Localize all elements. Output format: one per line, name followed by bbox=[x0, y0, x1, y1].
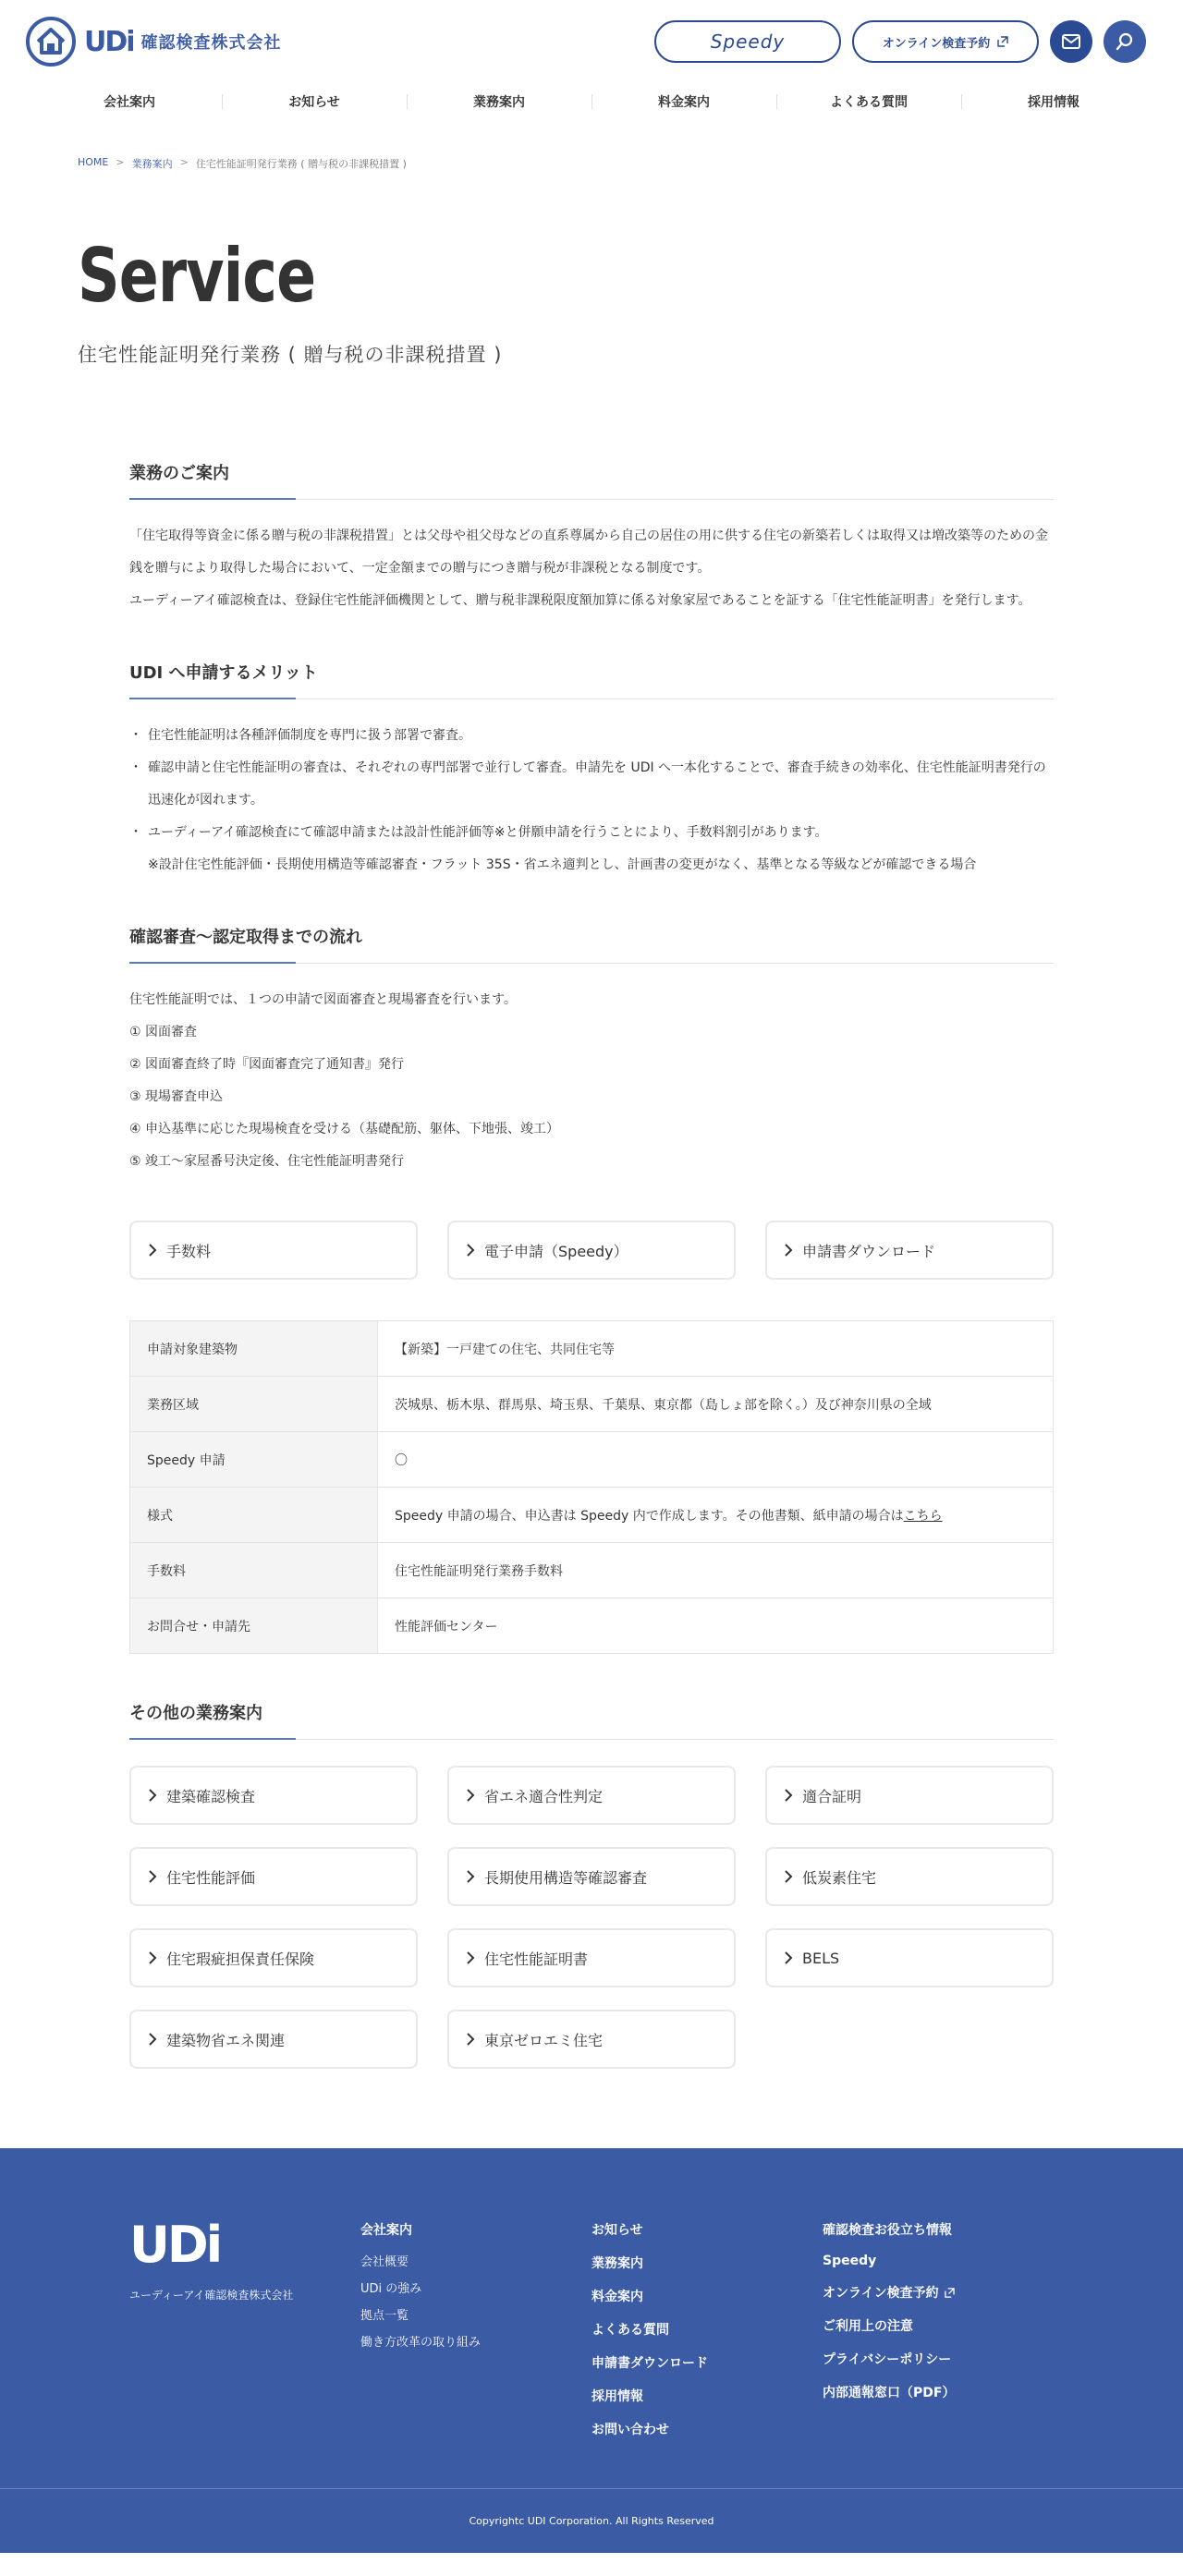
service-link-button[interactable] bbox=[765, 1847, 1054, 1906]
online-reservation-label: オンライン検査予約 bbox=[882, 36, 991, 51]
site-footer bbox=[0, 2148, 1183, 2553]
speedy-link-button[interactable] bbox=[447, 1221, 736, 1280]
link-label: 申請書ダウンロード bbox=[802, 1242, 936, 1260]
site-logo[interactable] bbox=[25, 16, 282, 67]
link-label: 省エネ適合性判定 bbox=[484, 1787, 604, 1805]
footer-link[interactable]: 申請書ダウンロード bbox=[592, 2356, 708, 2371]
chevron-right-icon bbox=[148, 1870, 157, 1883]
footer-link[interactable]: プライバシーポリシー bbox=[823, 2352, 952, 2367]
footer-logo[interactable]: UDi bbox=[129, 2216, 221, 2274]
table-header-cell: 業務区域 bbox=[130, 1377, 378, 1432]
other-services-grid bbox=[129, 1766, 1054, 2069]
footer-link[interactable]: 業務案内 bbox=[592, 2256, 643, 2271]
section-title: 業務のご案内 bbox=[129, 460, 1054, 500]
breadcrumb-current: 住宅性能証明発行業務 ( 贈与税の非課税措置 ) bbox=[195, 158, 407, 170]
footer-link-label: オンライン検査予約 bbox=[823, 2286, 939, 2301]
service-link-button[interactable] bbox=[129, 1847, 418, 1906]
breadcrumb bbox=[78, 156, 1183, 171]
list-item: ・ 確認申請と住宅性能証明の審査は、それぞれの専門部署で並行して審査。申請先を UDI へ一本化することで、審査手続きの効率化、住宅性能証明書発行の迅速化が図れます。 bbox=[129, 752, 1054, 817]
table-cell bbox=[378, 1488, 1054, 1543]
table-row bbox=[130, 1321, 1054, 1377]
info-table bbox=[129, 1320, 1054, 1654]
link-label: 手数料 bbox=[166, 1242, 212, 1260]
list-item: ・ ユーディーアイ確認検査にて確認申請または設計性能評価等※と併願申請を行うことにより、手数料割引があります。 bbox=[129, 817, 1054, 849]
footer-link[interactable]: 会社概要 bbox=[360, 2255, 409, 2269]
gnav-company[interactable]: 会社案内 bbox=[104, 95, 155, 110]
section-merits bbox=[129, 660, 1054, 881]
section-title: その他の業務案内 bbox=[129, 1700, 1054, 1740]
service-link-button[interactable] bbox=[129, 1766, 418, 1825]
footer-link[interactable]: 採用情報 bbox=[592, 2389, 643, 2404]
link-label: 住宅瑕疵担保責任保険 bbox=[166, 1950, 315, 1968]
service-link-button[interactable] bbox=[765, 1766, 1054, 1825]
table-row bbox=[130, 1488, 1054, 1543]
section-other-services bbox=[129, 1700, 1054, 2069]
chevron-right-icon bbox=[148, 1244, 157, 1257]
chevron-right-icon bbox=[466, 2033, 475, 2046]
footer-col-company bbox=[360, 2220, 592, 2488]
page-hero bbox=[78, 233, 1183, 368]
chevron-right-icon bbox=[466, 1870, 475, 1883]
link-label: BELS bbox=[802, 1949, 840, 1967]
table-header-cell: 手数料 bbox=[130, 1543, 378, 1598]
footer-col-main bbox=[592, 2220, 823, 2488]
chevron-right-icon bbox=[466, 1951, 475, 1964]
company-name: 確認検査株式会社 bbox=[140, 33, 282, 53]
gnav-faq[interactable]: よくある質問 bbox=[776, 85, 961, 118]
table-header-cell: お問合せ・申請先 bbox=[130, 1598, 378, 1654]
service-link-button[interactable] bbox=[129, 2010, 418, 2069]
breadcrumb-separator: > bbox=[179, 156, 189, 168]
footer-link[interactable]: UDi の強み bbox=[360, 2282, 422, 2296]
table-row bbox=[130, 1543, 1054, 1598]
section-flow bbox=[129, 924, 1054, 1178]
footer-link[interactable]: ご利用上の注意 bbox=[823, 2319, 913, 2334]
chevron-right-icon bbox=[784, 1951, 793, 1964]
flow-line: 住宅性能証明では、１つの申請で図面審査と現場審査を行います。 bbox=[129, 992, 517, 1007]
breadcrumb-service[interactable]: 業務案内 bbox=[131, 158, 173, 170]
flow-line: ④ 申込基準に応じた現場検査を受ける（基礎配筋、躯体、下地張、竣工） bbox=[129, 1122, 559, 1136]
gnav-recruit[interactable]: 採用情報 bbox=[961, 85, 1146, 118]
mail-icon bbox=[1062, 34, 1080, 49]
chevron-right-icon bbox=[784, 1244, 793, 1257]
footer-link[interactable]: お問い合わせ bbox=[592, 2423, 669, 2437]
service-link-button[interactable] bbox=[447, 1766, 736, 1825]
table-cell: 【新築】一戸建ての住宅、共同住宅等 bbox=[378, 1321, 1054, 1377]
footer-link[interactable]: 料金案内 bbox=[592, 2290, 643, 2304]
link-label: 東京ゼロエミ住宅 bbox=[484, 2031, 604, 2049]
link-label: 建築確認検査 bbox=[166, 1787, 256, 1805]
page-subtitle: 住宅性能証明発行業務 ( 贈与税の非課税措置 ) bbox=[78, 344, 503, 366]
online-reservation-button[interactable] bbox=[852, 20, 1039, 63]
table-cell: 〇 bbox=[378, 1432, 1054, 1488]
footer-link[interactable]: Speedy bbox=[823, 2254, 877, 2268]
footer-link[interactable] bbox=[823, 2283, 1054, 2302]
section-overview bbox=[129, 460, 1054, 617]
chevron-right-icon bbox=[148, 2033, 157, 2046]
gnav-price[interactable]: 料金案内 bbox=[592, 85, 776, 118]
format-text: Speedy 申請の場合、申込書は Speedy 内で作成します。その他書類、紙申請の場合は bbox=[395, 1508, 904, 1524]
table-row bbox=[130, 1598, 1054, 1654]
search-button[interactable] bbox=[1104, 20, 1146, 63]
link-label: 適合証明 bbox=[802, 1787, 862, 1805]
footer-company-name: ユーディーアイ確認検査株式会社 bbox=[129, 2289, 294, 2302]
gnav-service[interactable]: 業務案内 bbox=[407, 85, 592, 118]
note-text: ※設計住宅性能評価・長期使用構造等確認審査・フラット 35S・省エネ適判とし、計画書の変更がなく、基準となる等級などが確認できる場合 bbox=[148, 857, 977, 872]
footer-col-info bbox=[823, 2220, 1054, 2488]
download-link-button[interactable] bbox=[765, 1221, 1054, 1280]
paragraph: 「住宅取得等資金に係る贈与税の非課税措置」とは父母や祖父母などの直系尊属から自己の居住の用に供する住宅の新築若しくは取得又は増改築等のための金銭を贈与により取得した場合において、一定金額までの贈与につき贈与税が非課税となる制度です。 bbox=[129, 529, 1048, 576]
copyright: Copyrightc UDI Corporation. All Rights Reserved bbox=[0, 2488, 1183, 2553]
chevron-right-icon bbox=[466, 1789, 475, 1802]
search-icon bbox=[1116, 32, 1134, 51]
chevron-right-icon bbox=[784, 1789, 793, 1802]
table-row bbox=[130, 1377, 1054, 1432]
list-item: ・ 住宅性能証明は各種評価制度を専門に扱う部署で審査。 bbox=[129, 720, 1054, 752]
footer-link[interactable]: 働き方改革の取り組み bbox=[360, 2336, 482, 2350]
service-link-button[interactable] bbox=[447, 1847, 736, 1906]
site-header bbox=[0, 0, 1183, 85]
page-title: Service bbox=[78, 233, 316, 319]
chevron-right-icon bbox=[466, 1244, 475, 1257]
table-row bbox=[130, 1432, 1054, 1488]
service-link-button[interactable] bbox=[129, 1928, 418, 1987]
footer-link[interactable]: お知らせ bbox=[592, 2223, 643, 2238]
table-cell: 住宅性能証明発行業務手数料 bbox=[378, 1543, 1054, 1598]
flow-line: ③ 現場審査申込 bbox=[129, 1089, 224, 1104]
fee-link-button[interactable] bbox=[129, 1221, 418, 1280]
footer-link[interactable]: 会社案内 bbox=[360, 2223, 412, 2238]
speedy-button[interactable] bbox=[654, 20, 841, 63]
breadcrumb-home[interactable]: HOME bbox=[78, 156, 109, 168]
flow-line: ① 図面審査 bbox=[129, 1025, 198, 1039]
mail-button[interactable] bbox=[1050, 20, 1092, 63]
external-link-icon bbox=[997, 36, 1008, 47]
main-content bbox=[129, 460, 1054, 2069]
external-link-icon bbox=[945, 2288, 955, 2298]
speedy-label: Speedy bbox=[710, 30, 786, 53]
chevron-right-icon bbox=[148, 1951, 157, 1964]
table-header-cell: Speedy 申請 bbox=[130, 1432, 378, 1488]
flow-line: ② 図面審査終了時『図面審査完了通知書』発行 bbox=[129, 1057, 404, 1072]
chevron-right-icon bbox=[784, 1870, 793, 1883]
link-label: 建築物省エネ関連 bbox=[166, 2031, 286, 2049]
footer-link[interactable]: よくある質問 bbox=[592, 2323, 669, 2338]
breadcrumb-separator: > bbox=[116, 156, 125, 168]
service-link-button[interactable] bbox=[447, 2010, 736, 2069]
section-title: 確認審査～認定取得までの流れ bbox=[129, 924, 1054, 964]
merit-list bbox=[129, 720, 1054, 849]
table-header-cell: 申請対象建築物 bbox=[130, 1321, 378, 1377]
link-label: 長期使用構造等確認審査 bbox=[484, 1868, 648, 1887]
footer-link[interactable]: 確認検査お役立ち情報 bbox=[823, 2223, 952, 2238]
logo-udi-text: UDi bbox=[84, 25, 134, 58]
footer-brand bbox=[129, 2216, 360, 2488]
footer-link[interactable]: 内部通報窓口（PDF） bbox=[823, 2386, 956, 2400]
chevron-right-icon bbox=[148, 1789, 157, 1802]
link-label: 住宅性能証明書 bbox=[484, 1950, 589, 1968]
footer-link[interactable]: 拠点一覧 bbox=[360, 2309, 409, 2323]
paragraph: ユーディーアイ確認検査は、登録住宅性能評価機関として、贈与税非課税限度額加算に係る対象家屋であることを証する「住宅性能証明書」を発行します。 bbox=[129, 593, 1031, 608]
flow-line: ⑤ 竣工～家屋番号決定後、住宅性能証明書発行 bbox=[129, 1154, 404, 1169]
gnav-news[interactable]: お知らせ bbox=[222, 85, 407, 118]
table-cell: 性能評価センター bbox=[378, 1598, 1054, 1654]
service-link-button[interactable] bbox=[447, 1928, 736, 1987]
related-links bbox=[129, 1221, 1054, 1280]
house-logo-icon bbox=[25, 16, 77, 67]
format-link[interactable]: こちら bbox=[903, 1508, 943, 1524]
link-label: 低炭素住宅 bbox=[802, 1868, 877, 1887]
service-link-button[interactable] bbox=[765, 1928, 1054, 1987]
section-title: UDI へ申請するメリット bbox=[129, 660, 1054, 699]
table-header-cell: 様式 bbox=[130, 1488, 378, 1543]
link-label: 住宅性能評価 bbox=[166, 1868, 256, 1887]
link-label: 電子申請（Speedy） bbox=[484, 1242, 628, 1260]
table-cell: 茨城県、栃木県、群馬県、埼玉県、千葉県、東京都（島しょ部を除く。）及び神奈川県の全域 bbox=[378, 1377, 1054, 1432]
global-nav bbox=[0, 85, 1183, 118]
